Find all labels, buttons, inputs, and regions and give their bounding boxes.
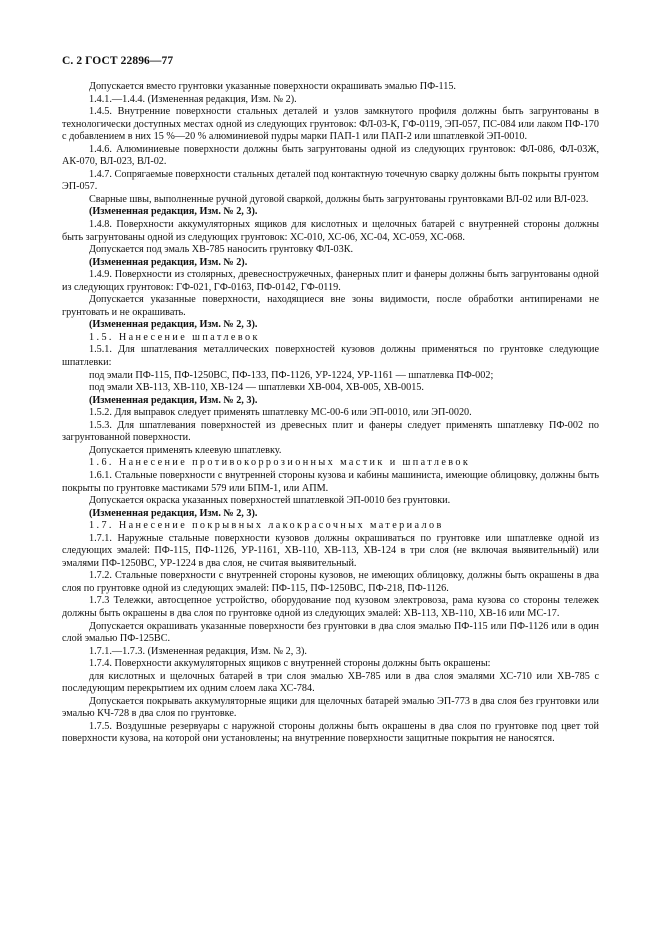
paragraph: 1.4.9. Поверхности из столярных, древесностружечных, фанерных плит и фанеры должны быть загрунтованы одной из следующих грунтовок: ГФ-021, ГФ-0163, ПФ-0142, ГФ-0119. — [62, 269, 599, 293]
paragraph: Допускается окраска указанных поверхностей шпатлевкой ЭП-0010 без грунтовки. — [89, 495, 451, 507]
paragraph: (Измененная редакция, Изм. № 2, 3). — [89, 507, 258, 519]
paragraph: (Измененная редакция, Изм. № 2, 3). — [89, 394, 258, 406]
paragraph: 1.5.2. Для выправок следует применять шпатлевку МС-00-6 или ЭП-0010, или ЭП-0020. — [89, 407, 472, 419]
paragraph: 1.4.1.—1.4.4. (Измененная редакция, Изм. № 2). — [89, 93, 297, 105]
paragraph: 1.5. Нанесение шпатлевок — [89, 331, 260, 343]
paragraph: под эмали ХВ-113, ХВ-110, ХВ-124 — шпатлевки ХВ-004, ХВ-005, ХВ-0015. — [89, 382, 424, 394]
document-body — [62, 81, 599, 746]
paragraph: (Измененная редакция, Изм. № 2). — [89, 256, 248, 268]
paragraph: Допускается под эмаль ХВ-785 наносить грунтовку ФЛ-03К. — [89, 244, 354, 256]
paragraph: 1.5.3. Для шпатлевания поверхностей из древесных плит и фанеры следует применять шпатлевку ПФ-002 по загрунтованной поверхности. — [62, 419, 599, 444]
paragraph: Допускается покрывать аккумуляторные ящики для щелочных батарей эмалью ЭП-773 в два слоя без грунтовки или эмалью КЧ-728 в два слоя по грунтовке. — [62, 695, 599, 720]
paragraph: Допускается вместо грунтовки указанные поверхности окрашивать эмалью ПФ-115. — [89, 81, 456, 92]
paragraph: 1.6.1. Стальные поверхности с внутренней стороны кузова и кабины машиниста, имеющие облицовку, должны быть покрыты по грунтовке мастиками 579 или БПМ-1, или АПМ. — [62, 469, 599, 494]
paragraph: под эмали ПФ-115, ПФ-1250ВС, ПФ-133, ПФ-1126, УР-1224, УР-1161 — шпатлевка ПФ-002; — [89, 369, 494, 381]
paragraph: (Измененная редакция, Изм. № 2, 3). — [89, 319, 258, 331]
paragraph: 1.7.1. Наружные стальные поверхности кузовов должны окрашиваться по грунтовке или шпатлевке одной из следующих эмалей: ПФ-115, ПФ-1126, УР-1161, ХВ-110, ХВ-113, ХВ-124 в три слоя (не включая выявительный) или эмалями ПФ-1250ВС, УР-1224 в два слоя, не считая выявительный. — [62, 532, 599, 569]
paragraph: 1.7.2. Стальные поверхности с внутренней стороны кузовов, не имеющих облицовку, должны быть окрашены в два слоя по грунтовке одной из следующих эмалей: ПФ-115, ПФ-1250ВС, ПФ-218, ПФ-1126. — [62, 570, 599, 594]
paragraph: 1.4.6. Алюминиевые поверхности должны быть загрунтованы одной из следующих грунтовок: ФЛ-086, ФЛ-03Ж, АК-070, ВЛ-023, ВЛ-02. — [62, 143, 599, 168]
paragraph: 1.7. Нанесение покрывных лакокрасочных материалов — [89, 520, 444, 532]
paragraph: 1.7.5. Воздушные резервуары с наружной стороны должны быть окрашены в два слоя по грунтовке под цвет той поверхности кузова, на которой они установлены; на внутренние поверхности защитные покрытия не наносятся. — [62, 720, 599, 745]
paragraph: Сварные швы, выполненные ручной дуговой сваркой, должны быть загрунтованы грунтовками ВЛ-02 или ВЛ-023. — [89, 193, 589, 205]
paragraph: Допускается применять клеевую шпатлевку. — [89, 444, 282, 456]
paragraph: 1.6. Нанесение противокоррозионных мастик и шпатлевок — [89, 457, 471, 469]
paragraph: (Измененная редакция, Изм. № 2, 3). — [89, 206, 258, 218]
paragraph: Допускается окрашивать указанные поверхности без грунтовки в два слоя эмалью ПФ-115 или ПФ-1126 или в один слой эмалью ПФ-125ВС. — [62, 620, 599, 645]
paragraph: 1.4.7. Сопрягаемые поверхности стальных деталей под контактную точечную сварку должны быть покрыты грунтом ЭП-057. — [62, 168, 599, 193]
paragraph: 1.7.1.—1.7.3. (Измененная редакция, Изм. № 2, 3). — [89, 645, 307, 657]
paragraph: 1.4.8. Поверхности аккумуляторных ящиков для кислотных и щелочных батарей с внутренней стороны должны быть загрунтованы одной из следующих грунтовок: ХС-010, ХС-06, ХС-04, ХС-059, ХС-068. — [62, 219, 599, 243]
paragraph: 1.4.5. Внутренние поверхности стальных деталей и узлов замкнутого профиля должны быть загрунтованы в технологически доступных местах одной из следующих грунтовок: ФЛ-03-К, ГФ-0119, ЭП-057, ПС-084 или лаком ПФ-170 с добавлением в них 15 %—20 % алюминиевой пудры марки ПАП-1 или ПАП-2 или шпатлевкой ЭП-0010. — [62, 106, 599, 143]
paragraph: Допускается указанные поверхности, находящиеся вне зоны видимости, после обработки антипиренами не грунтовать и не окрашивать. — [62, 294, 599, 318]
page-header: С. 2 ГОСТ 22896—77 — [62, 55, 174, 67]
paragraph: 1.7.3 Тележки, автосцепное устройство, оборудование под кузовом электровоза, рама кузова со стороны тележек должны быть окрашены в два слоя по грунтовке одной из следующих эмалей: ХВ-113, ХВ-110, ХВ-16 или МС-17. — [62, 595, 599, 619]
paragraph: для кислотных и щелочных батарей в три слоя эмалью ХВ-785 или в два слоя эмалями ХС-710 или ХВ-785 с последующим перекрытием их одним слоем лака ХС-784. — [62, 670, 599, 695]
paragraph: 1.7.4. Поверхности аккумуляторных ящиков с внутренней стороны должны быть окрашены: — [89, 658, 491, 670]
paragraph: 1.5.1. Для шпатлевания металлических поверхностей кузовов должны применяться по грунтовке следующие шпатлевки: — [62, 344, 599, 369]
